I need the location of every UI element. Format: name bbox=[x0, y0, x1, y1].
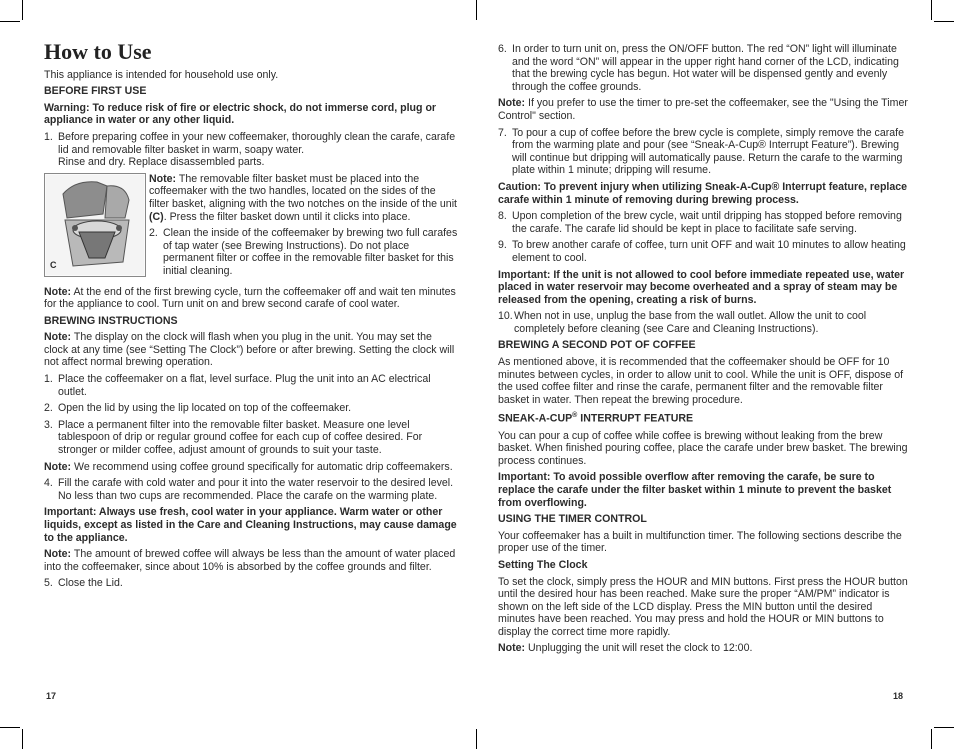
page-number: 18 bbox=[893, 691, 904, 701]
crop-mark bbox=[0, 727, 20, 728]
list-text: Fill the carafe with cold water and pour it into the water reservoir to the desired level. No less than two cups are recommended. Place the carafe on the warming plate. bbox=[58, 477, 454, 502]
intro-text: This appliance is intended for household use only. bbox=[44, 68, 279, 81]
note: Note: The amount of brewed coffee will always be less than the amount of water placed into the coffeemaker, since about 10% is absorbed by the coffee grounds and filter. bbox=[44, 548, 456, 573]
paragraph: Your coffeemaker has a built in multifunction timer. The following sections describe the proper use of the timer. bbox=[498, 529, 902, 555]
list-text: To pour a cup of coffee before the brew cycle is complete, simply remove the carafe from the warming plate and pour (see “Sneak-A-Cup® Interrupt Feature”). Brewing will continue but dripping will automatically pause. Return the carafe to the warming plate within 1 minute; dripping will resume. bbox=[512, 126, 904, 177]
coffeemaker-icon bbox=[45, 174, 145, 276]
crop-mark bbox=[931, 729, 932, 749]
crop-mark bbox=[931, 0, 932, 20]
crop-mark bbox=[476, 729, 477, 749]
warning-text: Warning: To reduce risk of fire or electric shock, do not immerse cord, plug or appliance in water or any other liquid. bbox=[44, 101, 437, 127]
list-number: 1. bbox=[44, 130, 53, 143]
list-text: To brew another carafe of coffee, turn unit OFF and wait 10 minutes to allow heating element to cool. bbox=[512, 239, 906, 264]
list-text: When not in use, unplug the base from the wall outlet. Allow the unit to cool completely before cleaning (see Care and Cleaning Instructions). bbox=[514, 310, 867, 335]
list-item bbox=[44, 402, 458, 415]
list-text: Place a permanent filter into the removable filter basket. Measure one level tablespoon of drip or regular ground coffee for each cup of coffee desired. For stronger or milder coffee, adjust amount of grounds to suit your taste. bbox=[58, 418, 423, 457]
list-text: Open the lid by using the lip located on top of the coffeemaker. bbox=[58, 402, 352, 415]
list-item bbox=[498, 43, 908, 93]
section-heading: BEFORE FIRST USE bbox=[44, 85, 147, 98]
figure-label: C bbox=[50, 260, 57, 271]
list-item bbox=[498, 210, 908, 235]
section-heading: USING THE TIMER CONTROL bbox=[498, 513, 647, 526]
list-text: Upon completion of the brew cycle, wait until dripping has stopped before removing the carafe. The carafe lid should be kept in place to facilitate safe serving. bbox=[512, 210, 902, 235]
list-number: 5. bbox=[44, 577, 53, 590]
page-title: How to Use bbox=[44, 39, 152, 64]
subsection-heading: Setting The Clock bbox=[498, 558, 588, 571]
list-number: 6. bbox=[498, 43, 507, 55]
list-item bbox=[498, 239, 908, 264]
list-text: Close the Lid. bbox=[58, 577, 123, 590]
right-page bbox=[498, 43, 908, 659]
list-number: 9. bbox=[498, 239, 507, 252]
list-number: 2. bbox=[149, 227, 158, 240]
list-text: Place the coffeemaker on a flat, level surface. Plug the unit into an AC electrical outlet. bbox=[58, 373, 431, 398]
crop-mark bbox=[934, 21, 954, 22]
list-item bbox=[149, 227, 458, 277]
crop-mark bbox=[22, 0, 23, 20]
list-number: 4. bbox=[44, 477, 53, 490]
left-page bbox=[44, 40, 458, 594]
list-text: Clean the inside of the coffeemaker by brewing two full carafes of tap water (see Brewing Instructions). Do not place permanent filter or coffee in the removable filter basket for this initial cleaning. bbox=[163, 227, 458, 277]
filter-basket-illustration bbox=[44, 173, 146, 277]
crop-mark bbox=[934, 727, 954, 728]
important-text: Important: To avoid possible overflow after removing the carafe, be sure to replace the carafe under the filter basket within 1 minute to prevent the basket from overflowing. bbox=[498, 471, 892, 509]
list-item bbox=[44, 577, 458, 590]
list-number: 7. bbox=[498, 126, 507, 139]
paragraph: To set the clock, simply press the HOUR and MIN buttons. First press the HOUR button until the desired hour has been reached. Make sure the proper “AM/PM” indicator is shown on the left side of the LCD display. Press the MIN button until the desired minutes have been reached. You may press and hold the HOUR or MIN buttons to display the correct time more rapidly. bbox=[498, 575, 908, 638]
crop-mark bbox=[476, 0, 477, 20]
note: Note: Unplugging the unit will reset the clock to 12:00. bbox=[498, 642, 753, 655]
list-number: 3. bbox=[44, 418, 53, 431]
section-heading: BREWING A SECOND POT OF COFFEE bbox=[498, 339, 696, 352]
paragraph: As mentioned above, it is recommended that the coffeemaker should be OFF for 10 minutes between cycles, in order to allow unit to cool. While the unit is OFF, dispose of the used coffee filter and rinse the carafe, permanent filter and the removable filter basket in water. Then repeat the brewing procedure. bbox=[498, 356, 904, 406]
list-number: 8. bbox=[498, 210, 507, 223]
list-number: 10. bbox=[498, 310, 513, 323]
section-heading: SNEAK-A-CUP® INTERRUPT FEATURE bbox=[498, 412, 694, 425]
list-item bbox=[498, 310, 908, 335]
list-number: 2. bbox=[44, 402, 53, 415]
note: Note: At the end of the first brewing cycle, turn the coffeemaker off and wait ten minutes for the appliance to cool. Turn unit on and brew second carafe of cool water. bbox=[44, 285, 456, 311]
note: Note: We recommend using coffee ground specifically for automatic drip coffeemakers. bbox=[44, 460, 453, 473]
figure-note: Note: The removable filter basket must be placed into the coffeemaker with the two handles, located on the sides of the filter basket, aligning with the two notches on the inside of the unit (C). Press the filter basket down until it clicks into place. bbox=[149, 172, 457, 223]
figure-row bbox=[44, 173, 458, 282]
list-item bbox=[44, 419, 458, 457]
note: Note: The display on the clock will flash when you plug in the unit. You may set the clock at any time (see “Setting The Clock”) before or after brewing. Setting the clock will not affect normal brewing operation. bbox=[44, 331, 455, 369]
section-heading: BREWING INSTRUCTIONS bbox=[44, 314, 178, 327]
crop-mark bbox=[22, 729, 23, 749]
caution-text: Caution: To prevent injury when utilizing Sneak-A-Cup® Interrupt feature, replace carafe within 1 minute of removing during brewing process. bbox=[498, 180, 908, 206]
list-number: 1. bbox=[44, 373, 53, 386]
list-text: In order to turn unit on, press the ON/OFF button. The red “ON” light will illuminate and the word “ON” will appear in the upper right hand corner of the LCD, indicating that the brewing cycle has begun. Hot water will be dispensed gently and evenly through the coffee grounds. bbox=[512, 43, 899, 93]
list-text: Before preparing coffee in your new coffeemaker, thoroughly clean the carafe, carafe lid and removable filter basket in warm, soapy water. bbox=[58, 130, 456, 156]
paragraph: You can pour a cup of coffee while coffee is brewing without leaking from the brew basket. When finished pouring coffee, place the carafe under brew basket. The brewing process continues. bbox=[498, 429, 908, 467]
list-item bbox=[498, 127, 908, 177]
crop-mark bbox=[0, 21, 20, 22]
page-number: 17 bbox=[46, 691, 57, 701]
note: Note: If you prefer to use the timer to pre-set the coffeemaker, see the "Using the Timer Control" section. bbox=[498, 97, 908, 122]
list-item bbox=[44, 477, 458, 502]
list-item bbox=[44, 131, 458, 169]
list-item bbox=[44, 373, 458, 398]
important-text: Important: If the unit is not allowed to cool before immediate repeated use, water placed in water reservoir may become overheated and a spray of steam may be released from the opening, creating a risk of burns. bbox=[498, 268, 905, 306]
list-text: Rinse and dry. Replace disassembled parts. bbox=[58, 156, 265, 169]
important-text: Important: Always use fresh, cool water in your appliance. Warm water or other liquids, except as listed in the Care and Cleaning Instructions, may cause damage to the appliance. bbox=[44, 506, 457, 544]
